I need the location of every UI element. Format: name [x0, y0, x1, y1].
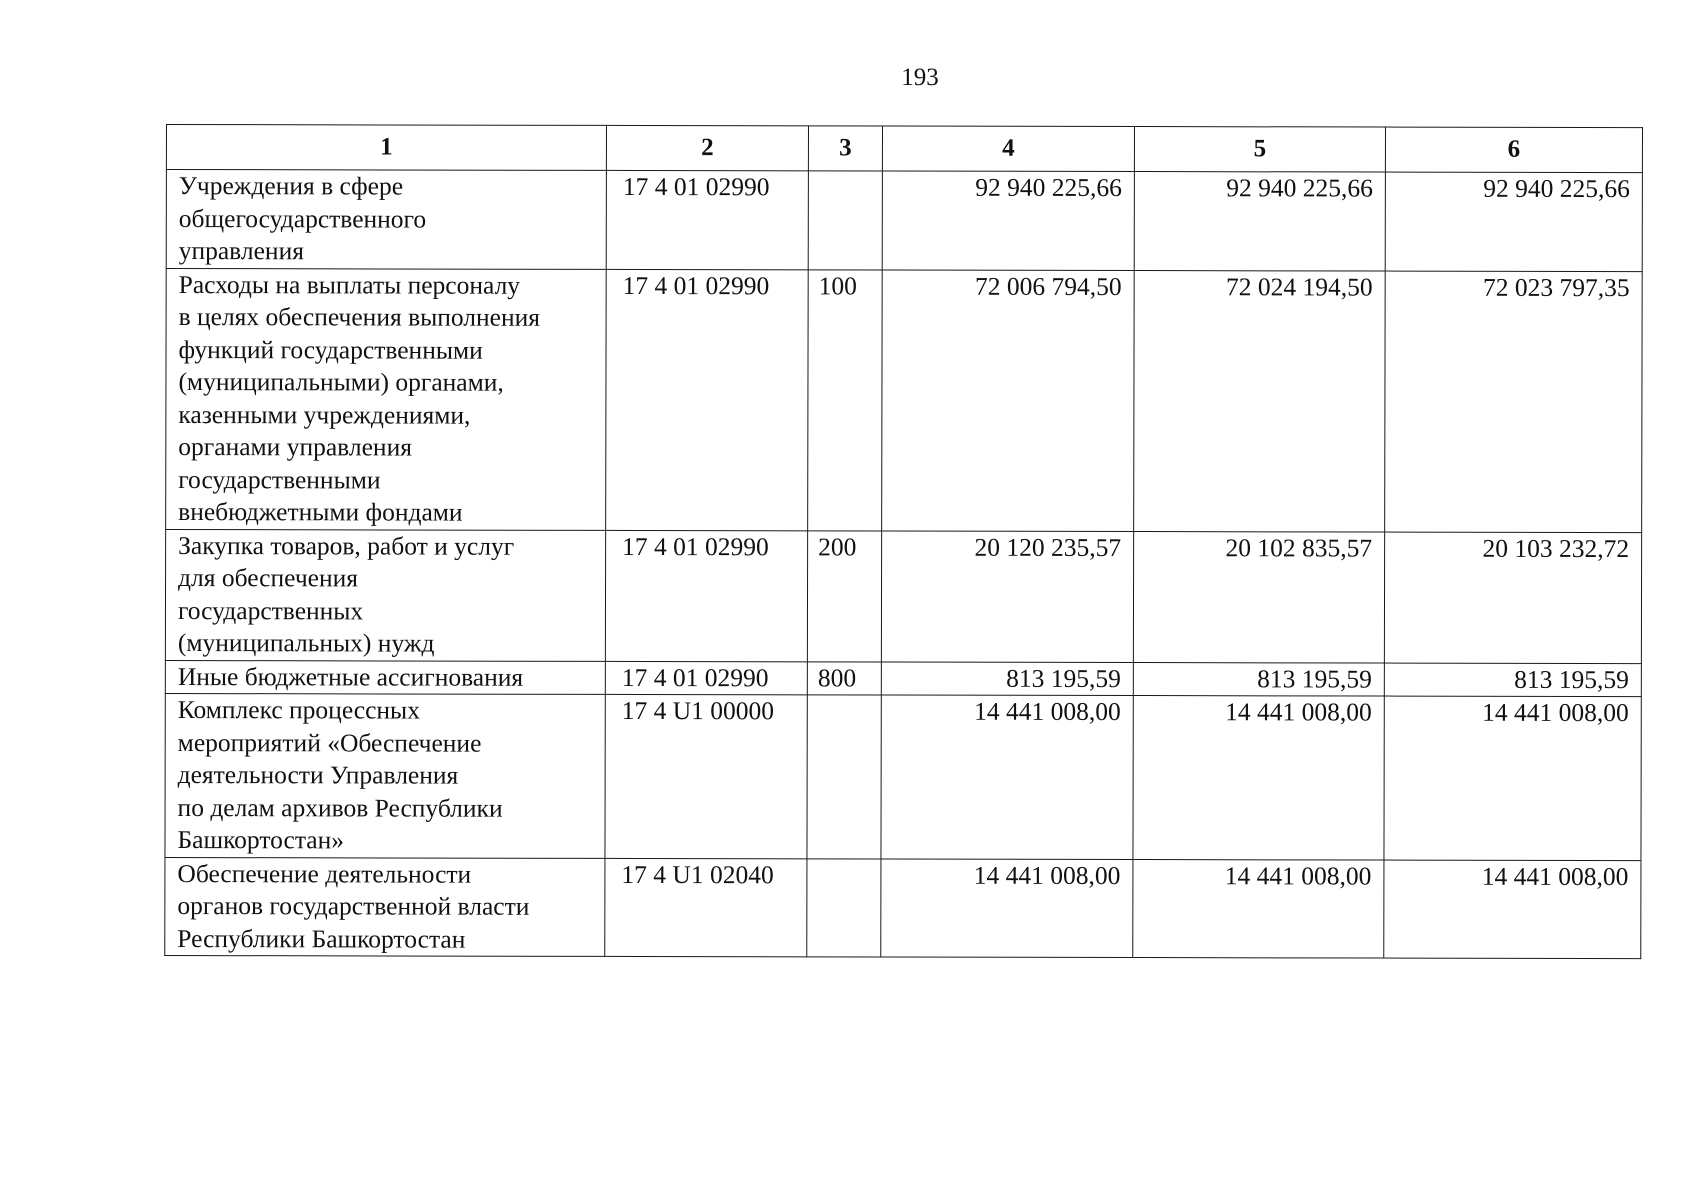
table-row [165, 693, 1641, 860]
row-value-5-cell: 14 441 008,00 [1133, 696, 1384, 860]
row-value-6-cell: 72 023 797,35 [1385, 271, 1643, 533]
row-value-6-cell: 92 940 225,66 [1385, 172, 1642, 271]
row-value-5-cell: 813 195,59 [1133, 662, 1384, 696]
row-name-cell [165, 529, 605, 661]
row-code-cell: 17 4 U1 00000 [605, 694, 807, 858]
row-value-4-cell: 92 940 225,66 [882, 171, 1134, 270]
row-value-6-cell: 14 441 008,00 [1384, 860, 1641, 959]
row-value-5-cell: 14 441 008,00 [1133, 859, 1384, 958]
row-name-line: по делам архивов Республики [177, 792, 503, 823]
row-value-4-cell: 20 120 235,57 [881, 530, 1133, 662]
row-value-5-cell: 20 102 835,57 [1133, 531, 1384, 663]
table-row [165, 660, 1641, 697]
row-type-cell [808, 171, 882, 270]
row-name-cell [165, 660, 605, 694]
row-name-cell [165, 693, 605, 857]
row-value-5-cell: 92 940 225,66 [1134, 172, 1385, 271]
table-row [166, 170, 1642, 272]
row-code-cell: 17 4 01 02990 [606, 269, 809, 530]
row-name-cell [166, 170, 606, 269]
row-name-line: казенными учреждениями, [178, 399, 471, 430]
row-name-line: внебюджетными фондами [178, 497, 463, 527]
row-value-6-cell: 813 195,59 [1384, 663, 1641, 697]
row-name-line: (муниципальными) органами, [178, 367, 504, 397]
row-value-6-cell: 14 441 008,00 [1384, 696, 1641, 860]
row-value-4-cell: 14 441 008,00 [881, 858, 1133, 957]
row-value-4-cell: 813 195,59 [881, 661, 1133, 695]
row-name-line: Закупка товаров, работ и услуг [178, 530, 515, 561]
row-name-line: для обеспечения [178, 563, 359, 593]
row-name-line: Башкортостан» [177, 825, 345, 855]
row-type-cell: 200 [807, 530, 881, 661]
row-name-line: управления [178, 236, 304, 266]
row-value-4-cell: 72 006 794,50 [882, 270, 1135, 532]
row-name-line: в целях обеспечения выполнения [178, 302, 541, 332]
row-type-cell: 800 [807, 661, 881, 695]
table-row [165, 857, 1641, 959]
header-col-2: 2 [606, 125, 808, 170]
row-type-cell [807, 695, 881, 859]
row-name-line: Иные бюджетные ассигнования [177, 661, 524, 692]
row-name-line: органов государственной власти [177, 891, 530, 921]
row-type-cell [807, 858, 881, 957]
header-col-5: 5 [1134, 127, 1385, 173]
row-name-line: общегосударственного [178, 203, 427, 234]
row-code-cell: 17 4 U1 02040 [605, 858, 807, 957]
row-value-4-cell: 14 441 008,00 [881, 695, 1133, 859]
row-name-line: органами управления [178, 432, 412, 462]
row-name-cell [165, 857, 605, 956]
budget-table [164, 124, 1643, 959]
table-row [165, 529, 1641, 663]
header-col-1: 1 [166, 125, 606, 171]
header-col-6: 6 [1385, 127, 1642, 173]
row-name-line: Республики Башкортостан [177, 923, 466, 954]
header-row [166, 125, 1642, 173]
row-name-line: государственных [177, 595, 364, 625]
row-name-line: мероприятий «Обеспечение [177, 727, 482, 758]
budget-table-container [164, 124, 1642, 959]
row-type-cell: 100 [808, 269, 883, 530]
header-col-4: 4 [882, 126, 1134, 172]
row-value-6-cell: 20 103 232,72 [1384, 532, 1641, 664]
row-name-line: Учреждения в сфере [178, 171, 404, 201]
row-name-line: государственными [178, 464, 381, 494]
row-code-cell: 17 4 01 02990 [606, 170, 808, 269]
row-name-line: Расходы на выплаты персоналу [178, 269, 521, 300]
row-name-line: функций государственными [178, 334, 483, 365]
header-col-3: 3 [808, 126, 882, 171]
row-code-cell: 17 4 01 02990 [605, 661, 807, 695]
row-name-line: Комплекс процессных [177, 695, 421, 725]
row-name-line: деятельности Управления [177, 760, 459, 790]
table-row [166, 268, 1643, 532]
row-code-cell: 17 4 01 02990 [605, 530, 807, 661]
row-value-5-cell: 72 024 194,50 [1134, 270, 1386, 532]
page-number: 193 [901, 64, 939, 91]
row-name-line: (муниципальных) нужд [177, 628, 435, 658]
row-name-cell [166, 268, 607, 530]
row-name-line: Обеспечение деятельности [177, 858, 472, 889]
